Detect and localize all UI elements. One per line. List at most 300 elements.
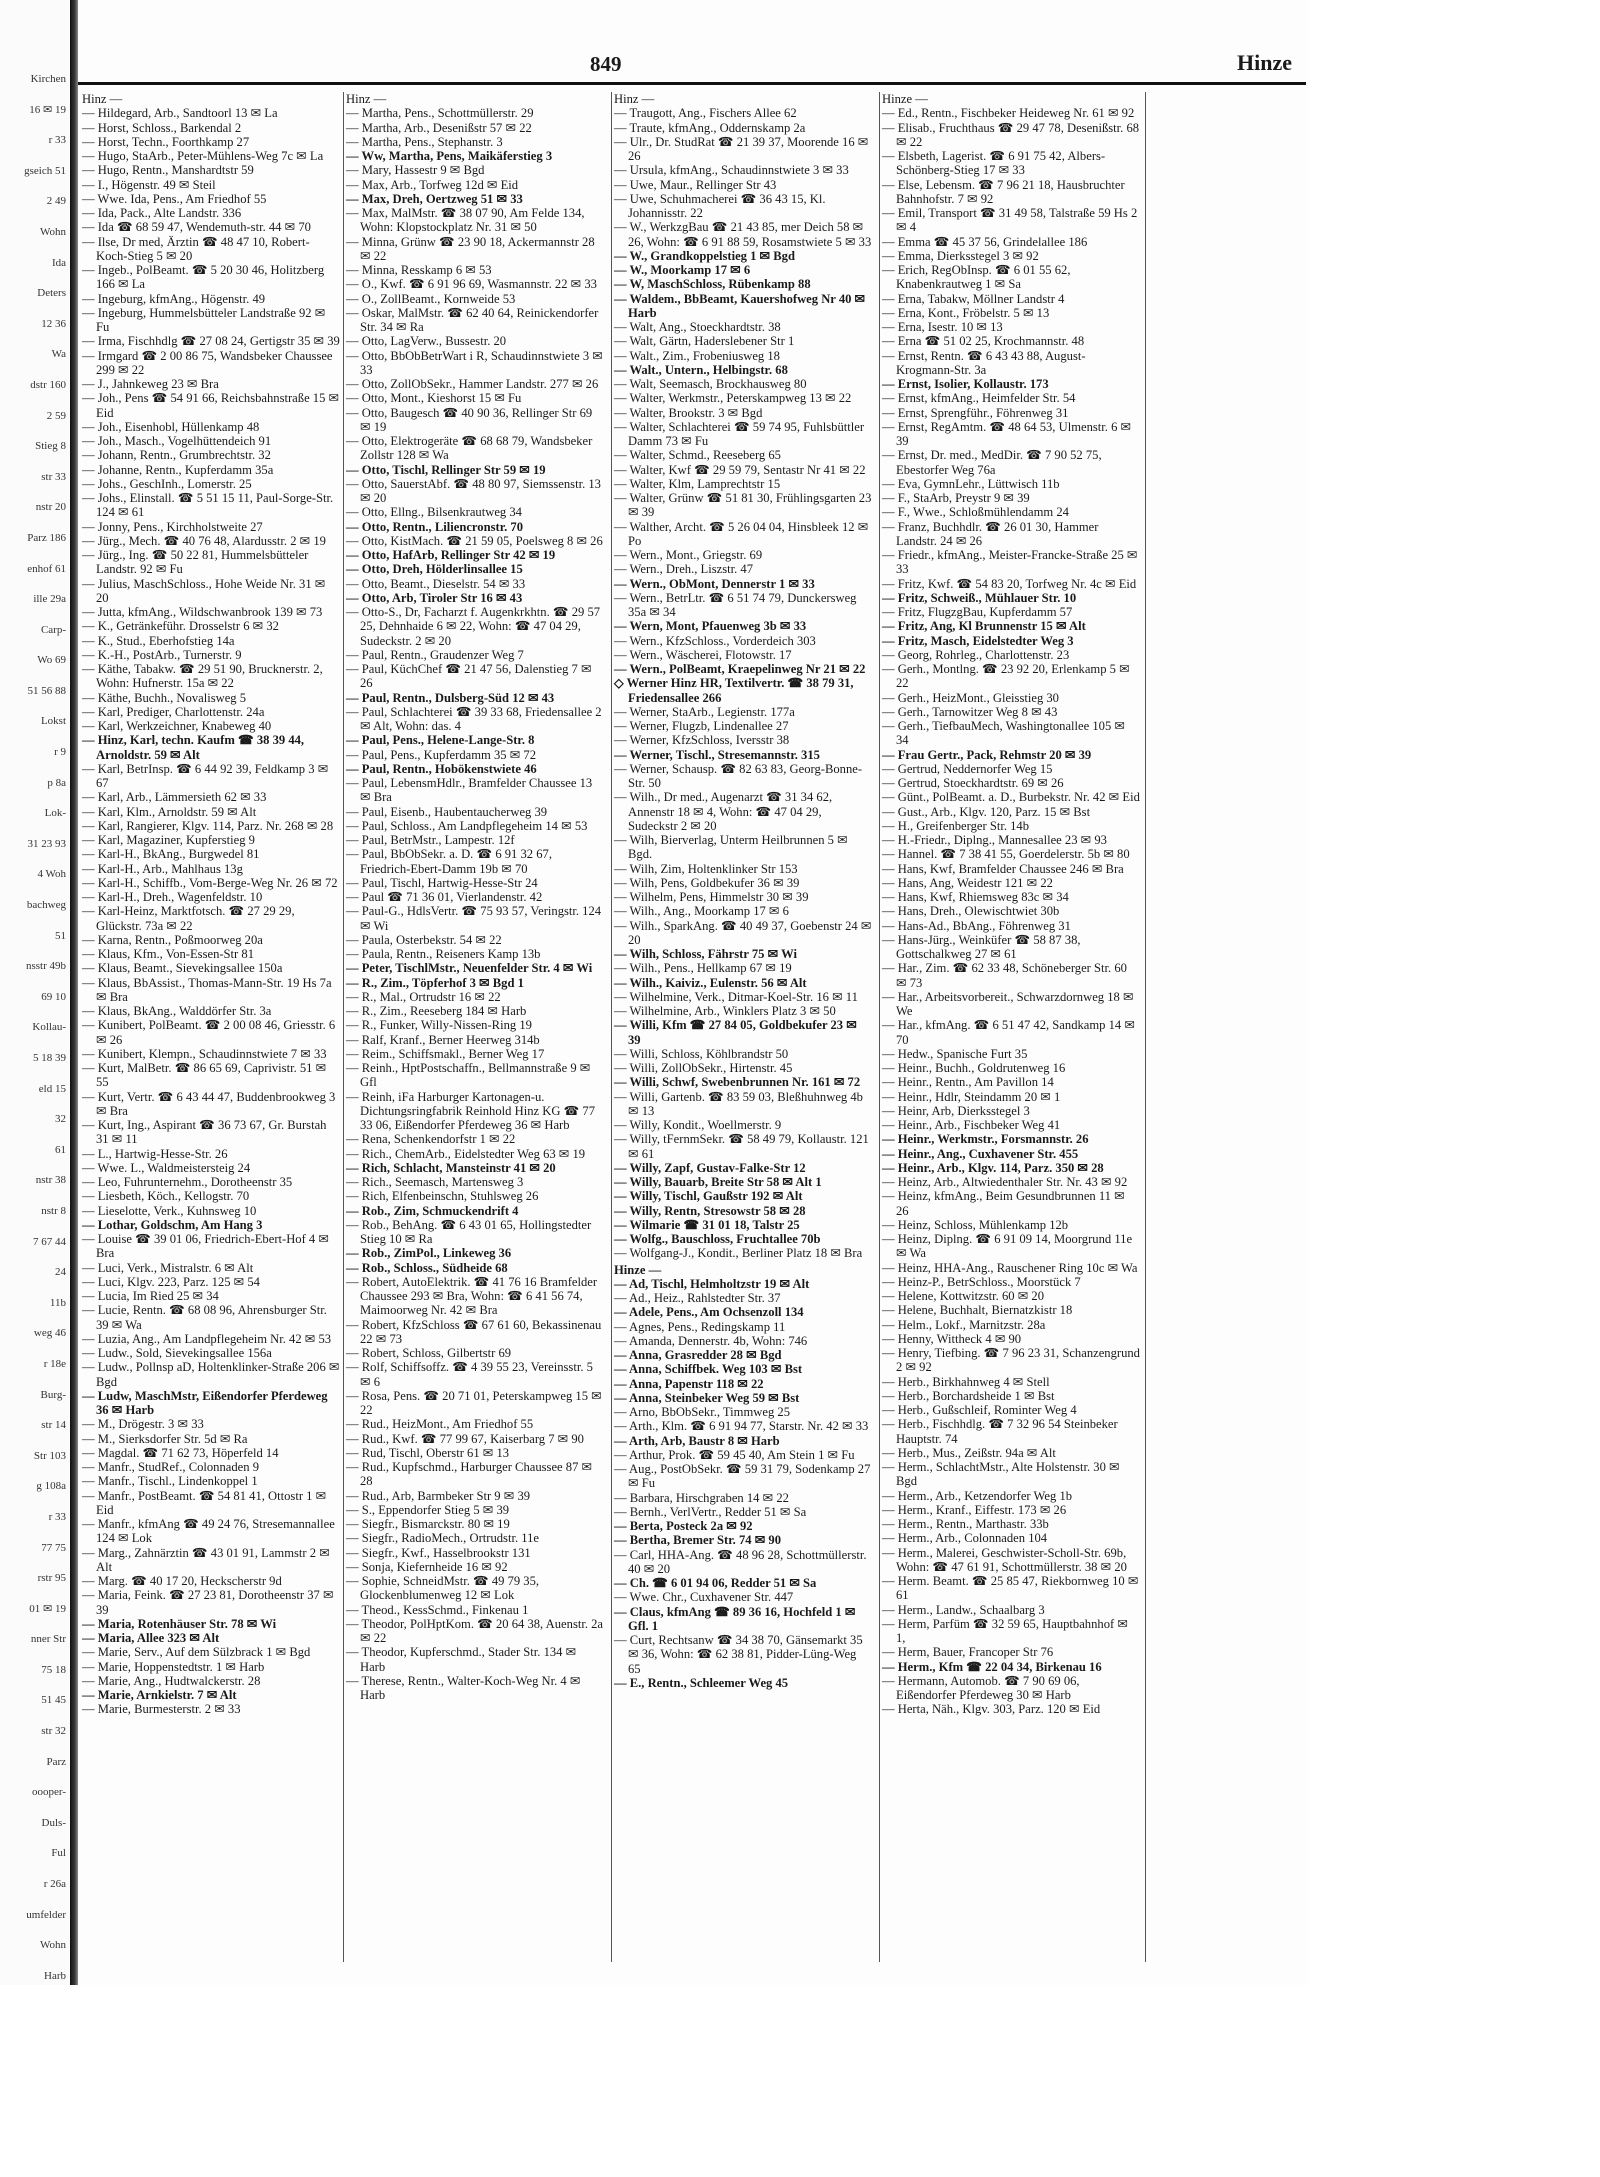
directory-entry: — Herm., SchlachtMstr., Alte Holstenstr. 30 ✉ Bgd — [882, 1460, 1120, 1489]
directory-entry: — Wolfgang-J., Kondit., Berliner Platz 18 ✉ Bra — [614, 1246, 863, 1261]
directory-page — [78, 0, 1308, 1985]
directory-entry: — Marie, Ang., Hudtwalckerstr. 28 — [82, 1673, 261, 1688]
directory-entry: — Emma, Dierksstegel 3 ✉ 92 — [882, 248, 1039, 263]
directory-entry: — Ingeb., PolBeamt. ☎ 5 20 30 46, Holitzberg 166 ✉ La — [82, 263, 325, 292]
directory-entry: — Aug., PostObSekr. ☎ 59 31 79, Sodenkamp 27 ✉ Fu — [614, 1462, 871, 1491]
directory-entry: — Wern., ObMont, Dennerstr 1 ✉ 33 — [614, 576, 815, 591]
directory-entry: — Rob., Schloss., Südheide 68 — [346, 1260, 508, 1275]
directory-entry: — W., Moorkamp 17 ✉ 6 — [614, 263, 751, 277]
directory-entry: — Karl, Rangierer, Klgv. 114, Parz. Nr. 268 ✉ 28 — [82, 818, 334, 833]
directory-entry: — Else, Lebensm. ☎ 7 96 21 18, Hausbruchter Bahnhofstr. 7 ✉ 92 — [882, 177, 1125, 206]
directory-entry: — Erna ☎ 51 02 25, Krochmannstr. 48 — [882, 334, 1085, 349]
directory-entry: — Ch. ☎ 6 01 94 06, Redder 51 ✉ Sa — [614, 1576, 817, 1590]
directory-entry: — Paul, Rentn., Dulsberg-Süd 12 ✉ 43 — [346, 690, 555, 705]
previous-page-fragment: 5 18 39 — [33, 1052, 66, 1064]
directory-entry: — Jonny, Pens., Kirchholstweite 27 — [82, 519, 263, 534]
directory-entry: — Heinr., Arb., Fischbeker Weg 41 — [882, 1118, 1061, 1132]
directory-entry: — Berta, Posteck 2a ✉ 92 — [614, 1519, 753, 1533]
directory-entry: — Irmgard ☎ 2 00 86 75, Wandsbeker Chaussee 299 ✉ 22 — [82, 348, 333, 377]
directory-entry: — Johann, Rentn., Grumbrechtstr. 32 — [82, 448, 271, 463]
directory-entry: — M., Sierksdorfer Str. 5d ✉ Ra — [82, 1431, 248, 1446]
directory-entry: — Walter, Schlachterei ☎ 59 74 95, Fuhlsbüttler Damm 73 ✉ Fu — [614, 419, 865, 448]
directory-entry: — W., Grandkoppelstieg 1 ✉ Bgd — [614, 248, 795, 263]
previous-page-fragment: 12 36 — [41, 317, 66, 330]
directory-entry: — Wern., Mont., Griegstr. 69 — [614, 548, 763, 562]
directory-entry: — Klaus, BkAng., Walddörfer Str. 3a — [82, 1004, 272, 1018]
directory-entry: — Ursula, kfmAng., Schaudinnstwiete 3 ✉ 33 — [614, 163, 849, 178]
directory-entry: — Ernst, Sprengführ., Föhrenweg 31 — [882, 405, 1069, 420]
directory-entry: — Wern., PolBeamt, Kraepelinweg Nr 21 ✉ 22 — [614, 662, 866, 676]
directory-entry: — Karl-H., BkAng., Burgwedel 81 — [82, 847, 260, 862]
directory-entry: — Wilh., SparkAng. ☎ 40 49 37, Goebenstr 24 ✉ 20 — [614, 918, 872, 947]
directory-entry: — Käthe, Buchh., Novalisweg 5 — [82, 690, 247, 705]
directory-entry: — Manfr., Tischl., Lindenkoppel 1 — [82, 1474, 258, 1489]
directory-entry: — Willi, Gartenb. ☎ 83 59 03, Bleßhuhnweg 4b ✉ 13 — [614, 1089, 863, 1118]
directory-entry: — Wwe. L., Waldmeistersteig 24 — [82, 1160, 251, 1175]
directory-entry: — Willy, Rentn, Stresowstr 58 ✉ 28 — [614, 1203, 806, 1218]
previous-page-fragment: Ida — [51, 256, 66, 269]
directory-entry: — Karl, Klm., Arnoldstr. 59 ✉ Alt — [82, 804, 257, 819]
directory-entry: — Otto, LagVerw., Bussestr. 20 — [346, 334, 507, 349]
previous-page-fragment: str 14 — [41, 1419, 66, 1432]
directory-entry: — Kunibert, PolBeamt. ☎ 2 00 08 46, Griesstr. 6 ✉ 26 — [82, 1018, 336, 1047]
previous-page-fragment: 31 23 93 — [27, 837, 66, 850]
directory-entry: — Robert, Schloss, Gilbertstr 69 — [346, 1346, 512, 1360]
directory-entry: — Herm., Arb., Ketzendorfer Weg 1b — [882, 1488, 1073, 1503]
directory-entry: — W, MaschSchloss, Rübenkamp 88 — [614, 277, 811, 292]
directory-entry: — Herm., Arb., Colonnaden 104 — [882, 1531, 1048, 1546]
directory-entry: — Herm. Beamt. ☎ 25 85 47, Riekbornweg 10 ✉ 61 — [882, 1574, 1139, 1603]
directory-entry: — Herb., Birkhahnweg 4 ✉ Stell — [882, 1374, 1050, 1389]
directory-entry: ◇ Werner Hinz HR, Textilvertr. ☎ 38 79 31, Friedensallee 266 — [614, 676, 854, 705]
column-heading: Hinz — — [346, 92, 387, 106]
directory-entry: — Anna, Papenstr 118 ✉ 22 — [614, 1376, 764, 1391]
directory-entry: — Ad, Tischl, Helmholtzstr 19 ✉ Alt — [614, 1276, 810, 1291]
previous-page-fragment: 32 — [55, 1113, 66, 1126]
directory-entry: — Rob., ZimPol., Linkeweg 36 — [346, 1246, 512, 1261]
previous-page-fragment: Wohn — [39, 225, 66, 238]
directory-entry: — Klaus, Beamt., Sievekingsallee 150a — [82, 961, 283, 976]
previous-page-fragment: Ful — [51, 1847, 66, 1860]
directory-entry: — Erna, Kont., Fröbelstr. 5 ✉ 13 — [882, 305, 1050, 320]
directory-entry: — Therese, Rentn., Walter-Koch-Weg Nr. 4 ✉ Harb — [346, 1673, 581, 1702]
directory-entry: — Wern., KfzSchloss., Vorderdeich 303 — [614, 633, 816, 648]
directory-entry: — Heinr., Arb., Klgv. 114, Parz. 350 ✉ 28 — [882, 1160, 1104, 1175]
previous-page-fragment: 77 75 — [41, 1541, 66, 1554]
directory-entry: — Wilh., Ang., Moorkamp 17 ✉ 6 — [614, 904, 789, 919]
directory-entry: — Luci, Klgv. 223, Parz. 125 ✉ 54 — [82, 1274, 260, 1289]
directory-entry: — Wilh, Zim, Holtenklinker Str 153 — [614, 861, 798, 876]
directory-entry: — Kurt, Vertr. ☎ 6 43 44 47, Buddenbrookweg 3 ✉ Bra — [82, 1089, 336, 1118]
previous-page-fragment: bachweg — [26, 899, 66, 912]
directory-entry: — Carl, HHA-Ang. ☎ 48 96 28, Schottmüllerstr. 40 ✉ 20 — [614, 1547, 867, 1576]
previous-page-fragment: r 33 — [48, 1510, 66, 1523]
directory-entry: — Siegfr., RadioMech., Ortrudstr. 11e — [346, 1531, 539, 1546]
directory-entry: — Rich., ChemArb., Eidelstedter Weg 63 ✉ 19 — [346, 1146, 586, 1161]
directory-entry: — Har., Zim. ☎ 62 33 48, Schöneberger Str. 60 ✉ 73 — [882, 961, 1127, 990]
directory-entry: — Wilh, Bierverlag, Unterm Heilbrunnen 5 ✉ Bgd. — [614, 833, 848, 862]
directory-entry: — Marie, Hoppenstedtstr. 1 ✉ Harb — [82, 1659, 265, 1674]
previous-page-fragment: 01 ✉ 19 — [29, 1602, 66, 1615]
directory-entry: — Werner, Schausp. ☎ 82 63 83, Georg-Bonne-Str. 50 — [614, 761, 863, 790]
directory-entry: — Werner, Flugzb, Lindenallee 27 — [614, 719, 789, 733]
directory-entry: — Gerh., Tarnowitzer Weg 8 ✉ 43 — [882, 704, 1058, 719]
directory-entry: — Johs., GeschInh., Lomerstr. 25 — [82, 476, 252, 491]
previous-page-fragment: weg 46 — [33, 1327, 66, 1340]
directory-entry: — Willi, ZollObSekr., Hirtenstr. 45 — [614, 1061, 793, 1075]
directory-entry: — Paul, Eisenb., Haubentaucherweg 39 — [346, 804, 548, 819]
column-heading: Hinz — — [614, 92, 655, 106]
previous-page-fragment: Lokst — [40, 715, 66, 728]
column-rule — [1145, 92, 1146, 1962]
previous-page-fragment: 4 Woh — [37, 868, 66, 881]
directory-entry: — Walter, Kwf ☎ 29 59 79, Sentastr Nr 41 ✉ 22 — [614, 462, 866, 477]
directory-entry: — Walt, Ang., Stoeckhardtstr. 38 — [614, 320, 781, 334]
directory-entry: — Rud., Kwf. ☎ 77 99 67, Kaiserbarg 7 ✉ 90 — [346, 1431, 584, 1446]
directory-entry: — F., StaArb, Preystr 9 ✉ 39 — [882, 491, 1030, 505]
column-rule — [879, 92, 880, 1962]
directory-entry: — Otto, Arb, Tiroler Str 16 ✉ 43 — [346, 590, 523, 605]
directory-entry: — M., Drögestr. 3 ✉ 33 — [82, 1417, 204, 1432]
directory-entry: — Ernst, kfmAng., Heimfelder Str. 54 — [882, 391, 1076, 406]
directory-entry: — Paul, Pens., Helene-Lange-Str. 8 — [346, 733, 535, 748]
directory-entry: — Hans, Kwf, Bramfelder Chaussee 246 ✉ Bra — [882, 861, 1124, 876]
directory-entry: — Wwe. Chr., Cuxhavener Str. 447 — [614, 1590, 794, 1605]
directory-entry: — Wwe. Ida, Pens., Am Friedhof 55 — [82, 191, 267, 206]
directory-entry: — Otto, BbObBetrWart i R, Schaudinnstwiete 3 ✉ 33 — [346, 348, 603, 377]
previous-page-fragment: Wa — [51, 348, 66, 361]
directory-entry: — Karl, BetrInsp. ☎ 6 44 92 39, Feldkamp 3 ✉ 67 — [82, 761, 329, 790]
directory-entry: — Rud., Arb, Barmbeker Str 9 ✉ 39 — [346, 1488, 531, 1503]
directory-entry: — Johs., Elinstall. ☎ 5 51 15 11, Paul-Sorge-Str. 124 ✉ 61 — [82, 491, 334, 520]
directory-entry: — J., Jahnkeweg 23 ✉ Bra — [82, 377, 219, 391]
directory-entry: — Werner, Tischl., Stresemannstr. 315 — [614, 747, 820, 762]
previous-page-fragment: r 18e — [43, 1357, 66, 1370]
directory-entry: — Hugo, Rentn., Manshardtstr 59 — [82, 163, 254, 178]
previous-page-fragment: Wo 69 — [37, 654, 66, 667]
directory-entry: — Martha, Pens., Stephanstr. 3 — [346, 134, 503, 149]
directory-entry: — Rich, Schlacht, Mansteinstr 41 ✉ 20 — [346, 1160, 556, 1175]
directory-entry: — Wern., Dreh., Liszstr. 47 — [614, 562, 754, 577]
previous-page-fragment: nsstr 49b — [25, 960, 66, 973]
directory-entry: — K., Stud., Eberhofstieg 14a — [82, 633, 235, 648]
directory-entry: — Henny, Wittheck 4 ✉ 90 — [882, 1331, 1022, 1346]
previous-page-fragment: umfelder — [26, 1908, 66, 1921]
directory-entry: — Wern., Wäscherei, Flotowstr. 17 — [614, 647, 792, 662]
directory-entry: — Theodor, Kupferschmd., Stader Str. 134 ✉ Harb — [346, 1645, 577, 1674]
directory-entry: — Martha, Arb., Desenißstr 57 ✉ 22 — [346, 120, 532, 135]
previous-page-fragment: 11b — [49, 1296, 66, 1309]
previous-page-fragment: r 33 — [48, 134, 66, 147]
directory-entry: — Walt., Zim., Frobeniusweg 18 — [614, 348, 780, 363]
directory-entry: — Fritz, Ang, Kl Brunnenstr 15 ✉ Alt — [882, 619, 1086, 634]
directory-entry: — Jutta, kfmAng., Wildschwanbrook 139 ✉ 73 — [82, 605, 323, 619]
directory-entry: — Herm., Malerei, Geschwister-Scholl-Str. 69b, Wohn: ☎ 47 61 91, Schottmüllerstr. 38 ✉ 20 — [882, 1545, 1127, 1574]
directory-entry: — Wilmarie ☎ 31 01 18, Talstr 25 — [614, 1217, 800, 1232]
directory-entry: — Hinz, Karl, techn. Kaufm ☎ 38 39 44, Arnoldstr. 59 ✉ Alt — [82, 733, 305, 762]
directory-entry: — Walther, Archt. ☎ 5 26 04 04, Hinsbleek 12 ✉ Po — [614, 519, 869, 548]
directory-entry: — K., Getränkeführ. Drosselstr 6 ✉ 32 — [82, 619, 279, 634]
directory-entry: — Hans, Kwf, Rhiemsweg 83c ✉ 34 — [882, 890, 1069, 904]
directory-entry: — Anna, Schiffbek. Weg 103 ✉ Bst — [614, 1362, 803, 1377]
directory-entry: — Traute, kfmAng., Oddernskamp 2a — [614, 120, 806, 135]
directory-entry: — Paul, BetrMstr., Lampestr. 12f — [346, 833, 515, 847]
previous-page-fragment: rstr 95 — [37, 1572, 66, 1585]
previous-page-fragment: r 26a — [43, 1878, 66, 1891]
directory-entry: — Wern., BetrLtr. ☎ 6 51 74 79, Dunckersweg 35a ✉ 34 — [614, 590, 857, 619]
directory-entry: — Fritz, Schweiß., Mühlauer Str. 10 — [882, 590, 1077, 605]
directory-entry: — Emil, Transport ☎ 31 49 58, Talstraße 59 Hs 2 ✉ 4 — [882, 206, 1138, 235]
directory-entry: — Ernst, Dr. med., MedDir. ☎ 7 90 52 75, Ebestorfer Weg 76a — [882, 448, 1102, 477]
directory-entry: — Heinr., Buchh., Goldrutenweg 16 — [882, 1061, 1066, 1075]
directory-entry: — F., Wwe., Schloßmühlendamm 24 — [882, 505, 1069, 520]
directory-entry: — Elsbeth, Lagerist. ☎ 6 91 75 42, Albers-Schönberg-Stieg 17 ✉ 33 — [882, 149, 1106, 178]
directory-entry: — Wilh, Schloss, Fährstr 75 ✉ Wi — [614, 947, 797, 961]
directory-entry: — Hans-Ad., BbAng., Föhrenweg 31 — [882, 918, 1071, 933]
directory-entry: — Wern, Mont, Pfauenweg 3b ✉ 33 — [614, 619, 807, 634]
directory-entry: — Paul, Schlachterei ☎ 39 33 68, Friedensallee 2 ✉ Alt, Wohn: das. 4 — [346, 704, 602, 733]
directory-entry: — Heinr., Hdlr, Steindamm 20 ✉ 1 — [882, 1089, 1061, 1104]
directory-entry: — H.-Friedr., Diplng., Mannesallee 23 ✉ 93 — [882, 833, 1107, 847]
directory-entry: — Walter, Brookstr. 3 ✉ Bgd — [614, 405, 763, 420]
directory-entry: — Martha, Pens., Schottmüllerstr. 29 — [346, 106, 534, 121]
directory-entry: — Herb., Gußschleif, Rominter Weg 4 — [882, 1403, 1077, 1417]
directory-entry: — Franz, Buchhdlr. ☎ 26 01 30, Hammer Landstr. 24 ✉ 26 — [882, 519, 1099, 548]
directory-entry: — Theod., KessSchmd., Finkenau 1 — [346, 1602, 529, 1617]
directory-entry: — Otto-S., Dr, Facharzt f. Augenkrkhtn. ☎ 29 57 25, Dehnhaide 6 ✉ 22, Wohn: ☎ 47 04 29, Sudeckstr. 2 ✉ 20 — [346, 605, 601, 648]
directory-entry: — Erna, Tabakw, Möllner Landstr 4 — [882, 291, 1065, 306]
directory-entry: — K.-H., PostArb., Turnerstr. 9 — [82, 647, 242, 662]
directory-entry: — O., ZollBeamt., Kornweide 53 — [346, 291, 516, 306]
directory-entry: — Joh., Pens ☎ 54 91 66, Reichsbahnstraße 15 ✉ Eid — [82, 391, 340, 420]
directory-entry: — Paul-G., HdlsVertr. ☎ 75 93 57, Veringstr. 124 ✉ Wi — [346, 904, 602, 933]
directory-entry: — L., Hartwig-Hesse-Str. 26 — [82, 1146, 228, 1161]
directory-entry: — Bertha, Bremer Str. 74 ✉ 90 — [614, 1533, 782, 1548]
directory-entry: — Willy, Zapf, Gustav-Falke-Str 12 — [614, 1160, 806, 1175]
directory-entry: — Theodor, PolHptKom. ☎ 20 64 38, Auenstr. 2a ✉ 22 — [346, 1616, 604, 1645]
directory-entry: — Heinz, kfmAng., Beim Gesundbrunnen 11 ✉ 26 — [882, 1189, 1125, 1218]
directory-entry: — Heinr., Rentn., Am Pavillon 14 — [882, 1075, 1054, 1090]
directory-entry: — Hans-Jürg., Weinküfer ☎ 58 87 38, Gottschalkweg 27 ✉ 61 — [882, 932, 1081, 961]
directory-entry: — Kurt, Ing., Aspirant ☎ 36 73 67, Gr. Burstah 31 ✉ 11 — [82, 1118, 327, 1147]
directory-entry: — Horst, Schloss., Barkendal 2 — [82, 120, 242, 135]
directory-entry: — Manfr., kfmAng ☎ 49 24 76, Stresemannallee 124 ✉ Lok — [82, 1517, 335, 1546]
previous-page-fragment: 51 45 — [41, 1694, 66, 1707]
directory-entry: — Paul, KüchChef ☎ 21 47 56, Dalenstieg 7 ✉ 26 — [346, 662, 592, 691]
column-heading: Hinz — — [82, 92, 123, 106]
directory-entry: — Otto, ZollObSekr., Hammer Landstr. 277 ✉ 26 — [346, 377, 599, 391]
directory-entry: — Marg. ☎ 40 17 20, Heckscherstr 9d — [82, 1574, 282, 1588]
directory-entry: — Joh., Masch., Vogelhüttendeich 91 — [82, 434, 272, 448]
directory-entry: — Marie, Serv., Auf dem Sülzbrack 1 ✉ Bgd — [82, 1645, 311, 1660]
directory-entry: — Henry, Tiefbing. ☎ 7 96 23 31, Schanzengrund 2 ✉ 92 — [882, 1346, 1140, 1375]
previous-page-fragment: str 33 — [41, 470, 66, 483]
directory-entry: — Liesbeth, Köch., Kellogstr. 70 — [82, 1189, 250, 1204]
directory-entry: — Adele, Pens., Am Ochsenzoll 134 — [614, 1305, 804, 1320]
directory-entry: — Herb., Borchardsheide 1 ✉ Bst — [882, 1388, 1055, 1403]
previous-page-fragment: Lok- — [44, 807, 66, 820]
directory-entry: — Claus, kfmAng ☎ 89 36 16, Hochfeld 1 ✉ Gfl. 1 — [614, 1604, 856, 1633]
directory-entry: — Lieselotte, Verk., Kuhnsweg 10 — [82, 1203, 257, 1218]
directory-entry: — Käthe, Tabakw. ☎ 29 51 90, Brucknerstr. 2, Wohn: Hufnerstr. 15a ✉ 22 — [82, 662, 323, 691]
directory-entry: — Marg., Zahnärztin ☎ 43 01 91, Lammstr 2 ✉ Alt — [82, 1545, 330, 1574]
directory-entry: — Rosa, Pens. ☎ 20 71 01, Peterskampweg 15 ✉ 22 — [346, 1388, 602, 1417]
directory-entry: — Frau Gertr., Pack, Rehmstr 20 ✉ 39 — [882, 747, 1092, 762]
directory-entry: — Karl, Arb., Lämmersieth 62 ✉ 33 — [82, 790, 267, 805]
directory-entry: — Fritz, Kwf. ☎ 54 83 20, Torfweg Nr. 4c ✉ Eid — [882, 576, 1137, 591]
directory-entry: — Walter, Klm, Lamprechtstr 15 — [614, 476, 781, 491]
previous-page-fragment: Deters — [37, 287, 66, 300]
directory-entry: — Paula, Rentn., Reiseners Kamp 13b — [346, 947, 541, 961]
directory-entry: — Anna, Grasredder 28 ✉ Bgd — [614, 1348, 782, 1362]
previous-page-fragment: Parz 186 — [27, 531, 66, 544]
directory-entry: — Hugo, StaArb., Peter-Mühlens-Weg 7c ✉ La — [82, 149, 324, 163]
directory-entry: — Gerh., TiefbauMech, Washingtonallee 105 ✉ 34 — [882, 719, 1125, 748]
directory-entry: — Gertrud, Stoeckhardtstr. 69 ✉ 26 — [882, 776, 1064, 790]
directory-entry: — Jürg., Mech. ☎ 40 76 48, Alardusstr. 2 ✉ 19 — [82, 533, 326, 548]
directory-entry: — R., Mal., Ortrudstr 16 ✉ 22 — [346, 989, 501, 1004]
directory-entry: — Rob., BehAng. ☎ 6 43 01 65, Hollingstedter Stieg 10 ✉ Ra — [346, 1217, 592, 1246]
directory-entry: — Anna, Steinbeker Weg 59 ✉ Bst — [614, 1390, 800, 1405]
directory-entry: — Herta, Näh., Klgv. 303, Parz. 120 ✉ Eid — [882, 1702, 1101, 1717]
directory-entry: — Wilhelmine, Arb., Winklers Platz 3 ✉ 50 — [614, 1004, 836, 1018]
directory-entry: — Maria, Rotenhäuser Str. 78 ✉ Wi — [82, 1616, 277, 1631]
directory-entry: — Heinz, Schloss, Mühlenkamp 12b — [882, 1217, 1069, 1232]
directory-entry: — Gerh., HeizMont., Gleisstieg 30 — [882, 690, 1059, 705]
previous-page-fragment: 24 — [55, 1266, 66, 1279]
directory-entry: — Erna, Isestr. 10 ✉ 13 — [882, 320, 1003, 334]
directory-entry: — Walter, Schmd., Reeseberg 65 — [614, 448, 781, 463]
directory-entry: — Lothar, Goldschm, Am Hang 3 — [82, 1217, 263, 1232]
directory-entry: — Ingeburg, Hummelsbütteler Landstraße 92 ✉ Fu — [82, 305, 326, 334]
previous-page-fragment: 61 — [55, 1143, 66, 1156]
directory-entry: — Hans, Ang, Weidestr 121 ✉ 22 — [882, 875, 1053, 890]
directory-entry: — Eva, GymnLehr., Lüttwisch 11b — [882, 476, 1060, 491]
directory-entry: — Luci, Verk., Mistralstr. 6 ✉ Alt — [82, 1260, 254, 1275]
directory-entry: — Heinr., Ang., Cuxhavener Str. 455 — [882, 1146, 1079, 1161]
directory-entry: — Irma, Fischhdlg ☎ 27 08 24, Gertigstr 35 ✉ 39 — [82, 334, 340, 349]
directory-entry: — Ida, Pack., Alte Landstr. 336 — [82, 206, 242, 220]
directory-entry: — Emma ☎ 45 37 56, Grindelallee 186 — [882, 234, 1088, 249]
directory-entry: — Ludw., Pollnsp aD, Holtenklinker-Straße 206 ✉ Bgd — [82, 1360, 340, 1389]
directory-entry: — Ludw, MaschMstr, Eißendorfer Pferdeweg 36 ✉ Harb — [82, 1388, 328, 1417]
running-head: Hinze — [1237, 50, 1292, 75]
directory-entry: — Otto, Dreh, Hölderlinsallee 15 — [346, 562, 523, 577]
directory-entry: — Willy, tFernmSekr. ☎ 58 49 79, Kollaustr. 121 ✉ 61 — [614, 1132, 869, 1161]
previous-page-fragment: Harb — [44, 1969, 66, 1982]
page-bottom-margin — [0, 1985, 1308, 2177]
directory-entry: — Ulr., Dr. StudRat ☎ 21 39 37, Moorende 16 ✉ 26 — [614, 134, 869, 163]
previous-page-fragment: g 108a — [36, 1480, 66, 1493]
directory-entry: — Ernst, Rentn. ☎ 6 43 43 88, August-Krogmann-Str. 3a — [882, 348, 1086, 377]
directory-entry: — Ed., Rentn., Fischbeker Heideweg Nr. 61 ✉ 92 — [882, 106, 1135, 121]
previous-page-fragment: Wohn — [39, 1939, 66, 1952]
directory-entry: — Hermann, Automob. ☎ 7 90 69 06, Eißendorfer Pferdeweg 30 ✉ Harb — [882, 1673, 1080, 1702]
directory-entry: — Willy, Tischl, Gaußstr 192 ✉ Alt — [614, 1189, 803, 1204]
directory-entry: — Wilh, Pens, Goldbekufer 36 ✉ 39 — [614, 875, 800, 890]
previous-page-fragment: nner Str — [30, 1633, 66, 1646]
binding-gutter — [70, 0, 78, 1985]
previous-page-fragment: nstr 8 — [41, 1204, 66, 1217]
directory-entry: — Horst, Techn., Foorthkamp 27 — [82, 134, 250, 149]
directory-entry: — Elisab., Fruchthaus ☎ 29 47 78, Desenißstr. 68 ✉ 22 — [882, 120, 1140, 149]
previous-page-fragment: gseich 51 — [24, 164, 66, 177]
directory-entry: — Klaus, BbAssist., Thomas-Mann-Str. 19 Hs 7a ✉ Bra — [82, 975, 332, 1004]
directory-entry: — Peter, TischlMstr., Neuenfelder Str. 4 ✉ Wi — [346, 961, 593, 976]
previous-page-fragment: Kollau- — [32, 1021, 66, 1034]
directory-entry: — Rolf, Schiffsoffz. ☎ 4 39 55 23, Vereinsstr. 5 ✉ 6 — [346, 1360, 593, 1389]
directory-entry: — Rich., Seemasch, Martensweg 3 — [346, 1175, 524, 1189]
directory-entry: — Otto, KistMach. ☎ 21 59 05, Poelsweg 8 ✉ 26 — [346, 533, 603, 548]
directory-entry: — Rud, Tischl, Oberstr 61 ✉ 13 — [346, 1445, 510, 1460]
previous-page-fragment: eld 15 — [38, 1082, 66, 1095]
directory-entry: — Karl-Heinz, Marktfotsch. ☎ 27 29 29, Glückstr. 73a ✉ 22 — [82, 904, 295, 933]
previous-page-fragment: Parz — [46, 1755, 66, 1768]
directory-entry: — Luzia, Ang., Am Landpflegeheim Nr. 42 ✉ 53 — [82, 1331, 332, 1346]
directory-entry: — Herm., Kfm ☎ 22 04 34, Birkenau 16 — [882, 1659, 1102, 1674]
directory-entry: — Gertrud, Neddernorfer Weg 15 — [882, 761, 1053, 776]
directory-entry: — Wilh., Dr med., Augenarzt ☎ 31 34 62, Annenstr 18 ✉ 4, Wohn: ☎ 47 04 29, Sudeckstr 2 ✉ 20 — [614, 790, 833, 833]
directory-entry: — Otto, Tischl, Rellinger Str 59 ✉ 19 — [346, 462, 546, 477]
directory-entry: — Max, MalMstr. ☎ 38 07 90, Am Felde 134, Wohn: Klopstockplatz Nr. 31 ✉ 50 — [346, 206, 585, 235]
directory-entry: — Jürg., Ing. ☎ 50 22 81, Hummelsbütteler Landstr. 92 ✉ Fu — [82, 548, 309, 577]
previous-page-fragment: r 9 — [54, 746, 66, 759]
directory-entry: — S., Eppendorfer Stieg 5 ✉ 39 — [346, 1502, 510, 1517]
previous-page-fragment: Stieg 8 — [35, 440, 66, 453]
directory-entry: — Wilh., Pens., Hellkamp 67 ✉ 19 — [614, 961, 792, 976]
directory-entry: — Otto, Mont., Kieshorst 15 ✉ Fu — [346, 391, 522, 406]
directory-entry: — R., Zim., Reeseberg 184 ✉ Harb — [346, 1004, 527, 1018]
directory-column-1 — [82, 92, 340, 1952]
directory-entry: — Waldem., BbBeamt, Kauershofweg Nr 40 ✉ Harb — [614, 291, 866, 320]
directory-entry: — Joh., Eisenhobl, Hüllenkamp 48 — [82, 419, 260, 434]
directory-entry: — Hildegard, Arb., Sandtoorl 13 ✉ La — [82, 106, 278, 121]
directory-entry: — Max, Dreh, Oertzweg 51 ✉ 33 — [346, 191, 523, 206]
previous-page-fragment: 51 56 88 — [27, 684, 66, 697]
directory-entry: — Sophie, SchneidMstr. ☎ 49 79 35, Glockenblumenweg 12 ✉ Lok — [346, 1574, 540, 1603]
directory-entry: — Wilhelmine, Verk., Ditmar-Koel-Str. 16 ✉ 11 — [614, 989, 858, 1004]
directory-entry: — Louise ☎ 39 01 06, Friedrich-Ebert-Hof 4 ✉ Bra — [82, 1232, 329, 1261]
page-header — [78, 30, 1306, 82]
directory-entry: — Karl, Prediger, Charlottenstr. 24a — [82, 704, 265, 719]
previous-page-fragment: ille 29a — [33, 593, 66, 606]
directory-entry: — Otto, Baugesch ☎ 40 90 36, Rellinger Str 69 ✉ 19 — [346, 405, 593, 434]
directory-entry: — Reinh., HptPostschaffn., Bellmannstraße 9 ✉ Gfl — [346, 1061, 591, 1090]
directory-entry: — Arno, BbObSekr., Timmweg 25 — [614, 1405, 790, 1419]
directory-entry: — Rob., Zim, Schmuckendrift 4 — [346, 1203, 519, 1218]
directory-entry: — Barbara, Hirschgraben 14 ✉ 22 — [614, 1490, 789, 1505]
directory-entry: — Helm., Lokf., Marnitzstr. 28a — [882, 1317, 1046, 1332]
directory-entry: — Arth, Arb, Baustr 8 ✉ Harb — [614, 1433, 780, 1448]
previous-page-fragment: Kirchen — [30, 73, 66, 85]
directory-entry: — Herm., Rentn., Marthastr. 33b — [882, 1517, 1049, 1531]
directory-entry: — Günt., PolBeamt. a. D., Burbekstr. Nr. 42 ✉ Eid — [882, 790, 1140, 805]
previous-page-fragment: Duls- — [41, 1816, 66, 1829]
previous-page-fragment: 75 18 — [41, 1663, 66, 1676]
directory-entry: — Walt, Gärtn, Haderslebener Str 1 — [614, 334, 795, 349]
directory-entry: — Otto, Rentn., Liliencronstr. 70 — [346, 519, 524, 534]
page-right-margin — [1308, 0, 1600, 2177]
directory-entry: — Heinr., Werkmstr., Forsmannstr. 26 — [882, 1132, 1089, 1147]
directory-entry: — Helene, Kottwitzstr. 60 ✉ 20 — [882, 1289, 1045, 1303]
directory-entry: — Paul, LebensmHdlr., Bramfelder Chaussee 13 ✉ Bra — [346, 776, 593, 805]
directory-entry: — Uwe, Schuhmacherei ☎ 36 43 15, Kl. Johannisstr. 22 — [614, 191, 826, 220]
directory-entry: — Arthur, Prok. ☎ 59 45 40, Am Stein 1 ✉ Fu — [614, 1447, 855, 1462]
directory-entry: — Kurt, MalBetr. ☎ 86 65 69, Caprivistr. 51 ✉ 55 — [82, 1061, 327, 1090]
directory-entry: — Willy, Kondit., Woellmerstr. 9 — [614, 1118, 782, 1132]
directory-entry: — Siegfr., Kwf., Hasselbrookstr 131 — [346, 1545, 531, 1560]
directory-entry: — Ernst, RegAmtm. ☎ 48 64 53, Ulmenstr. 6 ✉ 39 — [882, 419, 1132, 448]
